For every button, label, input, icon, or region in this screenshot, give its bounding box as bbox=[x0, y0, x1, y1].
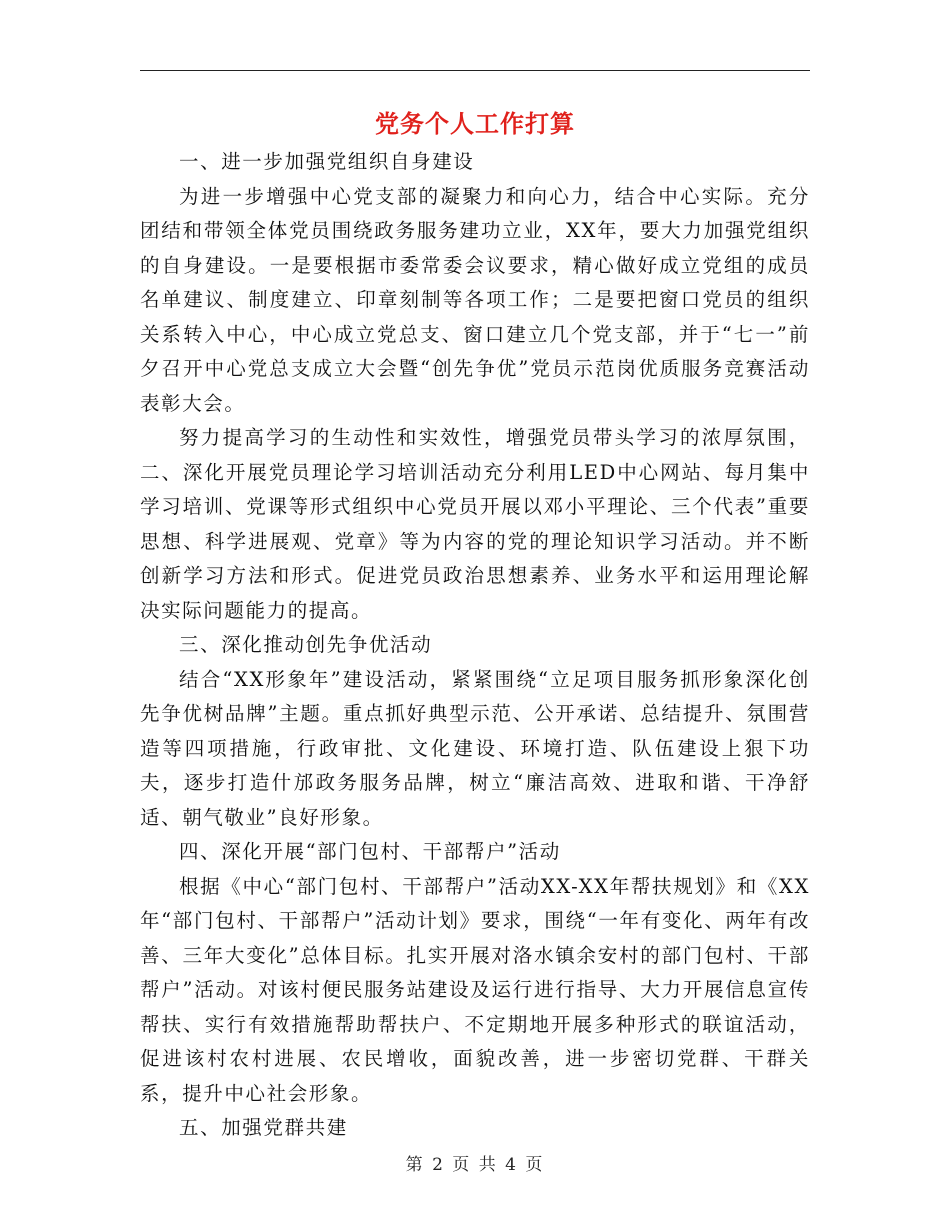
section-4 bbox=[140, 835, 810, 1111]
section-3 bbox=[140, 628, 810, 835]
section-heading: 一、进一步加强党组织自身建设 bbox=[179, 150, 475, 173]
section-heading: 五、加强党群共建 bbox=[179, 1116, 348, 1139]
header-rule bbox=[140, 70, 810, 71]
section-1 bbox=[140, 145, 810, 628]
paragraph: 根据《中心“部门包村、干部帮户”活动XX-XX年帮扶规划》和《XX年“部门包村、干部帮户”活动计划》要求，围绕“一年有变化、两年有改善、三年大变化”总体目标。扎实开展对洛水镇余安村的部门包村、干部帮户”活动。对该村便民服务站建设及运行进行指导、大力开展信息宣传帮扶、实行有效措施帮助帮扶户、不定期地开展多种形式的联谊活动，促进该村农村进展、农民增收，面貌改善，进一步密切党群、干群关系，提升中心社会形象。 bbox=[140, 874, 810, 1105]
section-5 bbox=[140, 1111, 810, 1146]
page-number: 第 2 页 共 4 页 bbox=[405, 1155, 545, 1175]
paragraph: 结合“XX形象年”建设活动，紧紧围绕“立足项目服务抓形象深化创先争优树品牌”主题。重点抓好典型示范、公开承诺、总结提升、氛围营造等四项措施，行政审批、文化建设、环境打造、队伍建设上狠下功夫，逐步打造什邡政务服务品牌，树立“廉洁高效、进取和谐、干净舒适、朝气敬业”良好形象。 bbox=[140, 667, 810, 829]
document-body bbox=[140, 105, 810, 1146]
paragraph: 为进一步增强中心党支部的凝聚力和向心力，结合中心实际。充分团结和带领全体党员围绕政务服务建功立业，XX年，要大力加强党组织的自身建设。一是要根据市委常委会议要求，精心做好成立党组的成员名单建议、制度建立、印章刻制等各项工作；二是要把窗口党员的组织关系转入中心，中心成立党总支、窗口建立几个党支部，并于“七一”前夕召开中心党总支成立大会暨“创先争优”党员示范岗优质服务竞赛活动表彰大会。 bbox=[140, 184, 810, 415]
section-heading: 四、深化开展“部门包村、干部帮户”活动 bbox=[179, 840, 561, 863]
paragraph: 努力提高学习的生动性和实效性，增强党员带头学习的浓厚氛围，二、深化开展党员理论学习培训活动充分利用LED中心网站、每月集中学习培训、党课等形式组织中心党员开展以邓小平理论、三个代表”重要思想、科学进展观、党章》等为内容的党的理论知识学习活动。并不断创新学习方法和形式。促进党员政治思想素养、业务水平和运用理论解决实际问题能力的提高。 bbox=[140, 426, 810, 622]
document-title: 党务个人工作打算 bbox=[375, 109, 575, 138]
section-heading: 三、深化推动创先争优活动 bbox=[179, 633, 433, 656]
